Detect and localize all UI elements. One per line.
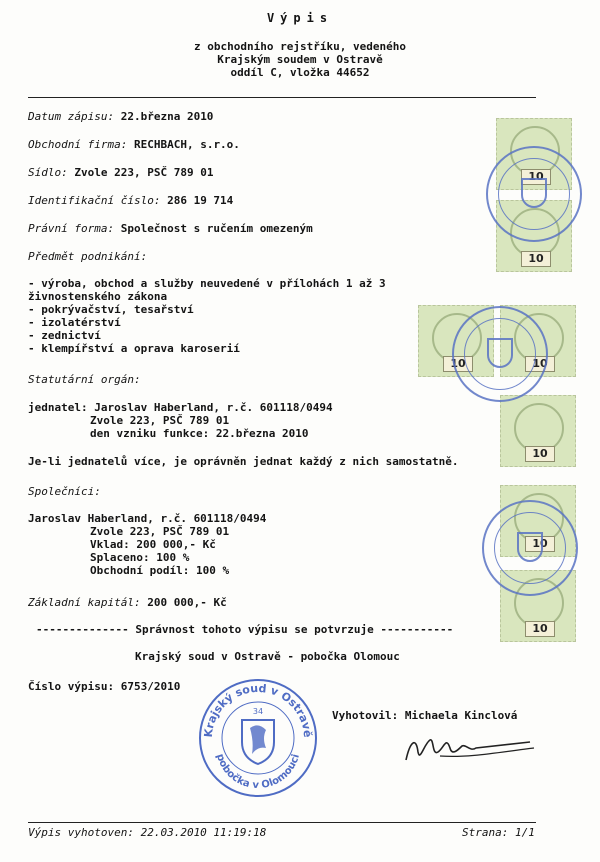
revenue-stamp: 10 (500, 305, 576, 377)
statutarni-label: Statutární orgán: (28, 373, 141, 386)
svg-text:pobočka v Olomouci (214, 753, 302, 791)
spolecnik-line: Jaroslav Haberland, r.č. 601118/0494 (28, 512, 267, 525)
spolecnik-line: Zvole 223, PSČ 789 01 (90, 525, 230, 538)
signature-icon (400, 722, 540, 772)
predmet-item: - pokrývačství, tesařství (28, 303, 194, 316)
ic-row: Identifikační číslo: 286 19 714 (28, 194, 234, 207)
seal-top-text: Krajský soud v Ostravě (201, 681, 315, 738)
court-seal-icon (452, 306, 548, 402)
revenue-stamp: 10 (500, 485, 576, 557)
footer-strana: Strana: 1/1 (462, 826, 535, 839)
revenue-stamp: 10 (500, 395, 576, 467)
seal-number: 34 (252, 707, 264, 716)
forma-row: Právní forma: Společnost s ručením omezeným (28, 222, 313, 235)
spolecnik-line: Splaceno: 100 % (90, 551, 190, 564)
revenue-stamp: 10 (418, 305, 494, 377)
court-seal-icon (196, 676, 320, 800)
predmet-label: Předmět podnikání: (28, 250, 148, 263)
statutarni-line: den vzniku funkce: 22.března 2010 (90, 427, 309, 440)
revenue-stamp: 10 (496, 200, 572, 272)
vyhotovil: Vyhotovil: Michaela Kinclová (332, 709, 518, 722)
statutarni-note: Je-li jednatelů více, je oprávněn jednat každý z nich samostatně. (28, 455, 459, 468)
header-rule (28, 97, 536, 98)
datum-row: Datum zápisu: 22.března 2010 (28, 110, 214, 123)
predmet-item: - výroba, obchod a služby neuvedené v přílohách 1 až 3 (28, 277, 386, 290)
document-title: Výpis (266, 11, 334, 25)
header-line-1: z obchodního rejstříku, vedeného (194, 40, 406, 53)
revenue-stamp: 10 (496, 118, 572, 190)
sidlo-row: Sídlo: Zvole 223, PSČ 789 01 (28, 166, 214, 179)
predmet-item: - zednictví (28, 329, 101, 342)
statutarni-line: Zvole 223, PSČ 789 01 (90, 414, 230, 427)
predmet-item: - klempířství a oprava karoserií (28, 342, 240, 355)
spolecnici-label: Společníci: (28, 485, 101, 498)
spolecnik-line: Vklad: 200 000,- Kč (90, 538, 216, 551)
seal-bottom-text: pobočka v Olomouci (213, 752, 302, 792)
footer-rule (28, 822, 536, 823)
spolecnik-line: Obchodní podíl: 100 % (90, 564, 230, 577)
predmet-item: živnostenského zákona (28, 290, 168, 303)
header-line-3: oddíl C, vložka 44652 (230, 66, 370, 79)
court-seal-icon (486, 146, 582, 242)
kapital-row: Základní kapitál: 200 000,- Kč (28, 596, 227, 609)
predmet-item: - izolatérství (28, 316, 121, 329)
header-line-2: Krajským soudem v Ostravě (217, 53, 383, 66)
revenue-stamp: 10 (500, 570, 576, 642)
cislo-row: Číslo výpisu: 6753/2010 (28, 680, 181, 693)
court-seal-icon (482, 500, 578, 596)
statutarni-line: jednatel: Jaroslav Haberland, r.č. 601118/0494 (28, 401, 333, 414)
footer-vyhotoven: Výpis vyhotoven: 22.03.2010 11:19:18 (28, 826, 267, 839)
court-name: Krajský soud v Ostravě - pobočka Olomouc (135, 650, 400, 663)
firma-row: Obchodní firma: RECHBACH, s.r.o. (28, 138, 240, 151)
confirm-line: -------------- Správnost tohoto výpisu se potvrzuje ----------- (36, 623, 454, 636)
